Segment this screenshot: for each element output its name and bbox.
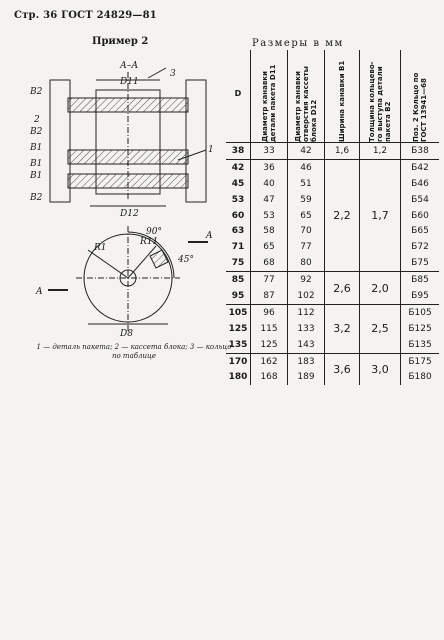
label-3: 3: [170, 69, 176, 79]
cell-ring: Б75: [401, 255, 440, 271]
label-45deg: 45°: [178, 255, 194, 265]
cell-b1-merged: 2,2: [325, 159, 360, 271]
cell-d12: 65: [288, 208, 325, 224]
label-b2-top: B2: [30, 87, 43, 97]
sizes-title: Размеры в мм: [252, 38, 344, 49]
cell-d: 45: [231, 178, 245, 189]
header-d11: Диаметр канавки детали пакета D11: [251, 50, 288, 143]
cell-d: 170: [226, 353, 251, 369]
cell-d12: 133: [288, 321, 325, 337]
example-title: Пример 2: [92, 36, 149, 47]
cell-d11: 87: [251, 288, 288, 304]
cell-d: 42: [226, 159, 251, 175]
label-a-left: A: [36, 287, 43, 297]
cell-ring: Б85: [401, 272, 440, 288]
label-90deg: 90°: [146, 227, 162, 237]
table-row: [226, 143, 439, 160]
cell-d: 63: [231, 226, 245, 237]
cell-b1-merged: 2,6: [325, 272, 360, 305]
cell-b2-merged: 2,5: [360, 304, 401, 353]
header-b2: Толщина кольцево-го выступа детали пакета B2: [360, 50, 401, 143]
cell-d11: 65: [251, 239, 288, 255]
cell-d: 105: [226, 304, 251, 320]
cell-ring: Б180: [401, 369, 440, 385]
label-b2-mid: B2: [30, 127, 43, 137]
cell-d12: 92: [288, 272, 325, 288]
cell-d12: 189: [288, 369, 325, 385]
table-row: [226, 304, 439, 320]
cell-d12: 70: [288, 223, 325, 239]
label-r11: R11: [140, 237, 159, 247]
cell-b2-merged: 3,0: [360, 353, 401, 385]
cell-b2-merged: 1,7: [360, 159, 401, 271]
cell-d11: 58: [251, 223, 288, 239]
cell-d11: 36: [251, 159, 288, 175]
cell-d12: 183: [288, 353, 325, 369]
label-b2-bottom: B2: [30, 193, 43, 203]
table-row: [226, 272, 439, 288]
label-d8: D8: [120, 329, 133, 339]
page-header: Стр. 36 ГОСТ 24829—81: [14, 10, 157, 21]
cell-b1: 1,6: [325, 143, 360, 160]
label-d11: D11: [120, 77, 139, 87]
technical-drawing: [28, 50, 228, 340]
cell-ring: Б46: [401, 176, 440, 192]
cell-ring: Б95: [401, 288, 440, 304]
header-d: D: [226, 50, 251, 143]
cell-ring: Б38: [401, 143, 440, 160]
cell-d12: 51: [288, 176, 325, 192]
header-d12: Диаметр канавки отверстия кассеты блока D12: [288, 50, 325, 143]
cell-ring: Б125: [401, 321, 440, 337]
cell-d12: 42: [288, 143, 325, 160]
cell-d11: 40: [251, 176, 288, 192]
label-b1-mid: B1: [30, 159, 43, 169]
cell-d11: 115: [251, 321, 288, 337]
cell-ring: Б42: [401, 159, 440, 175]
label-b1-upper: B1: [30, 143, 43, 153]
cell-ring: Б105: [401, 304, 440, 320]
cell-b1-merged: 3,2: [325, 304, 360, 353]
cell-d11: 168: [251, 369, 288, 385]
cell-d: 180: [228, 372, 248, 383]
table-row: [226, 159, 439, 175]
cell-d12: 102: [288, 288, 325, 304]
cell-d: 95: [231, 290, 245, 301]
cell-d12: 77: [288, 239, 325, 255]
label-r1: R1: [94, 243, 107, 253]
cell-d11: 53: [251, 208, 288, 224]
cell-ring: Б135: [401, 337, 440, 353]
cell-d: 125: [228, 323, 248, 334]
table-row: [226, 353, 439, 369]
cell-d11: 96: [251, 304, 288, 320]
label-a-right: A: [206, 231, 213, 241]
label-d12: D12: [120, 209, 139, 219]
cell-d: 53: [231, 194, 245, 205]
cell-ring: Б65: [401, 223, 440, 239]
cell-d: 60: [231, 210, 245, 221]
label-b1-lower: B1: [30, 171, 43, 181]
cell-d: 85: [226, 272, 251, 288]
cell-d11: 47: [251, 192, 288, 208]
label-1: 1: [208, 145, 214, 155]
cell-d: 71: [231, 242, 245, 253]
cell-ring: Б60: [401, 208, 440, 224]
cell-d11: 68: [251, 255, 288, 271]
cell-d12: 80: [288, 255, 325, 271]
cell-d11: 33: [251, 143, 288, 160]
cell-ring: Б72: [401, 239, 440, 255]
section-label: А–А: [120, 61, 139, 71]
cell-ring: Б54: [401, 192, 440, 208]
cell-d12: 46: [288, 159, 325, 175]
cell-b2-merged: 2,0: [360, 272, 401, 305]
cell-d12: 59: [288, 192, 325, 208]
cell-b2: 1,2: [360, 143, 401, 160]
sizes-table: [226, 50, 439, 385]
cell-b1-merged: 3,6: [325, 353, 360, 385]
cell-d11: 162: [251, 353, 288, 369]
figure-caption: 1 — деталь пакета; 2 — кассета блока; 3 — кольцо по таблице: [36, 343, 232, 360]
cell-d12: 112: [288, 304, 325, 320]
cell-d: 135: [228, 339, 248, 350]
cell-d11: 77: [251, 272, 288, 288]
header-ring: Поз. 2 Кольцо по ГОСТ 13941—68: [401, 50, 440, 143]
sizes-table-wrap: [226, 50, 439, 385]
cell-d: 75: [231, 258, 245, 269]
header-b1: Ширина канавки B1: [325, 50, 360, 143]
label-2: 2: [34, 115, 40, 125]
cell-d11: 125: [251, 337, 288, 353]
cell-d: 38: [231, 145, 245, 156]
cell-ring: Б175: [401, 353, 440, 369]
cell-d12: 143: [288, 337, 325, 353]
